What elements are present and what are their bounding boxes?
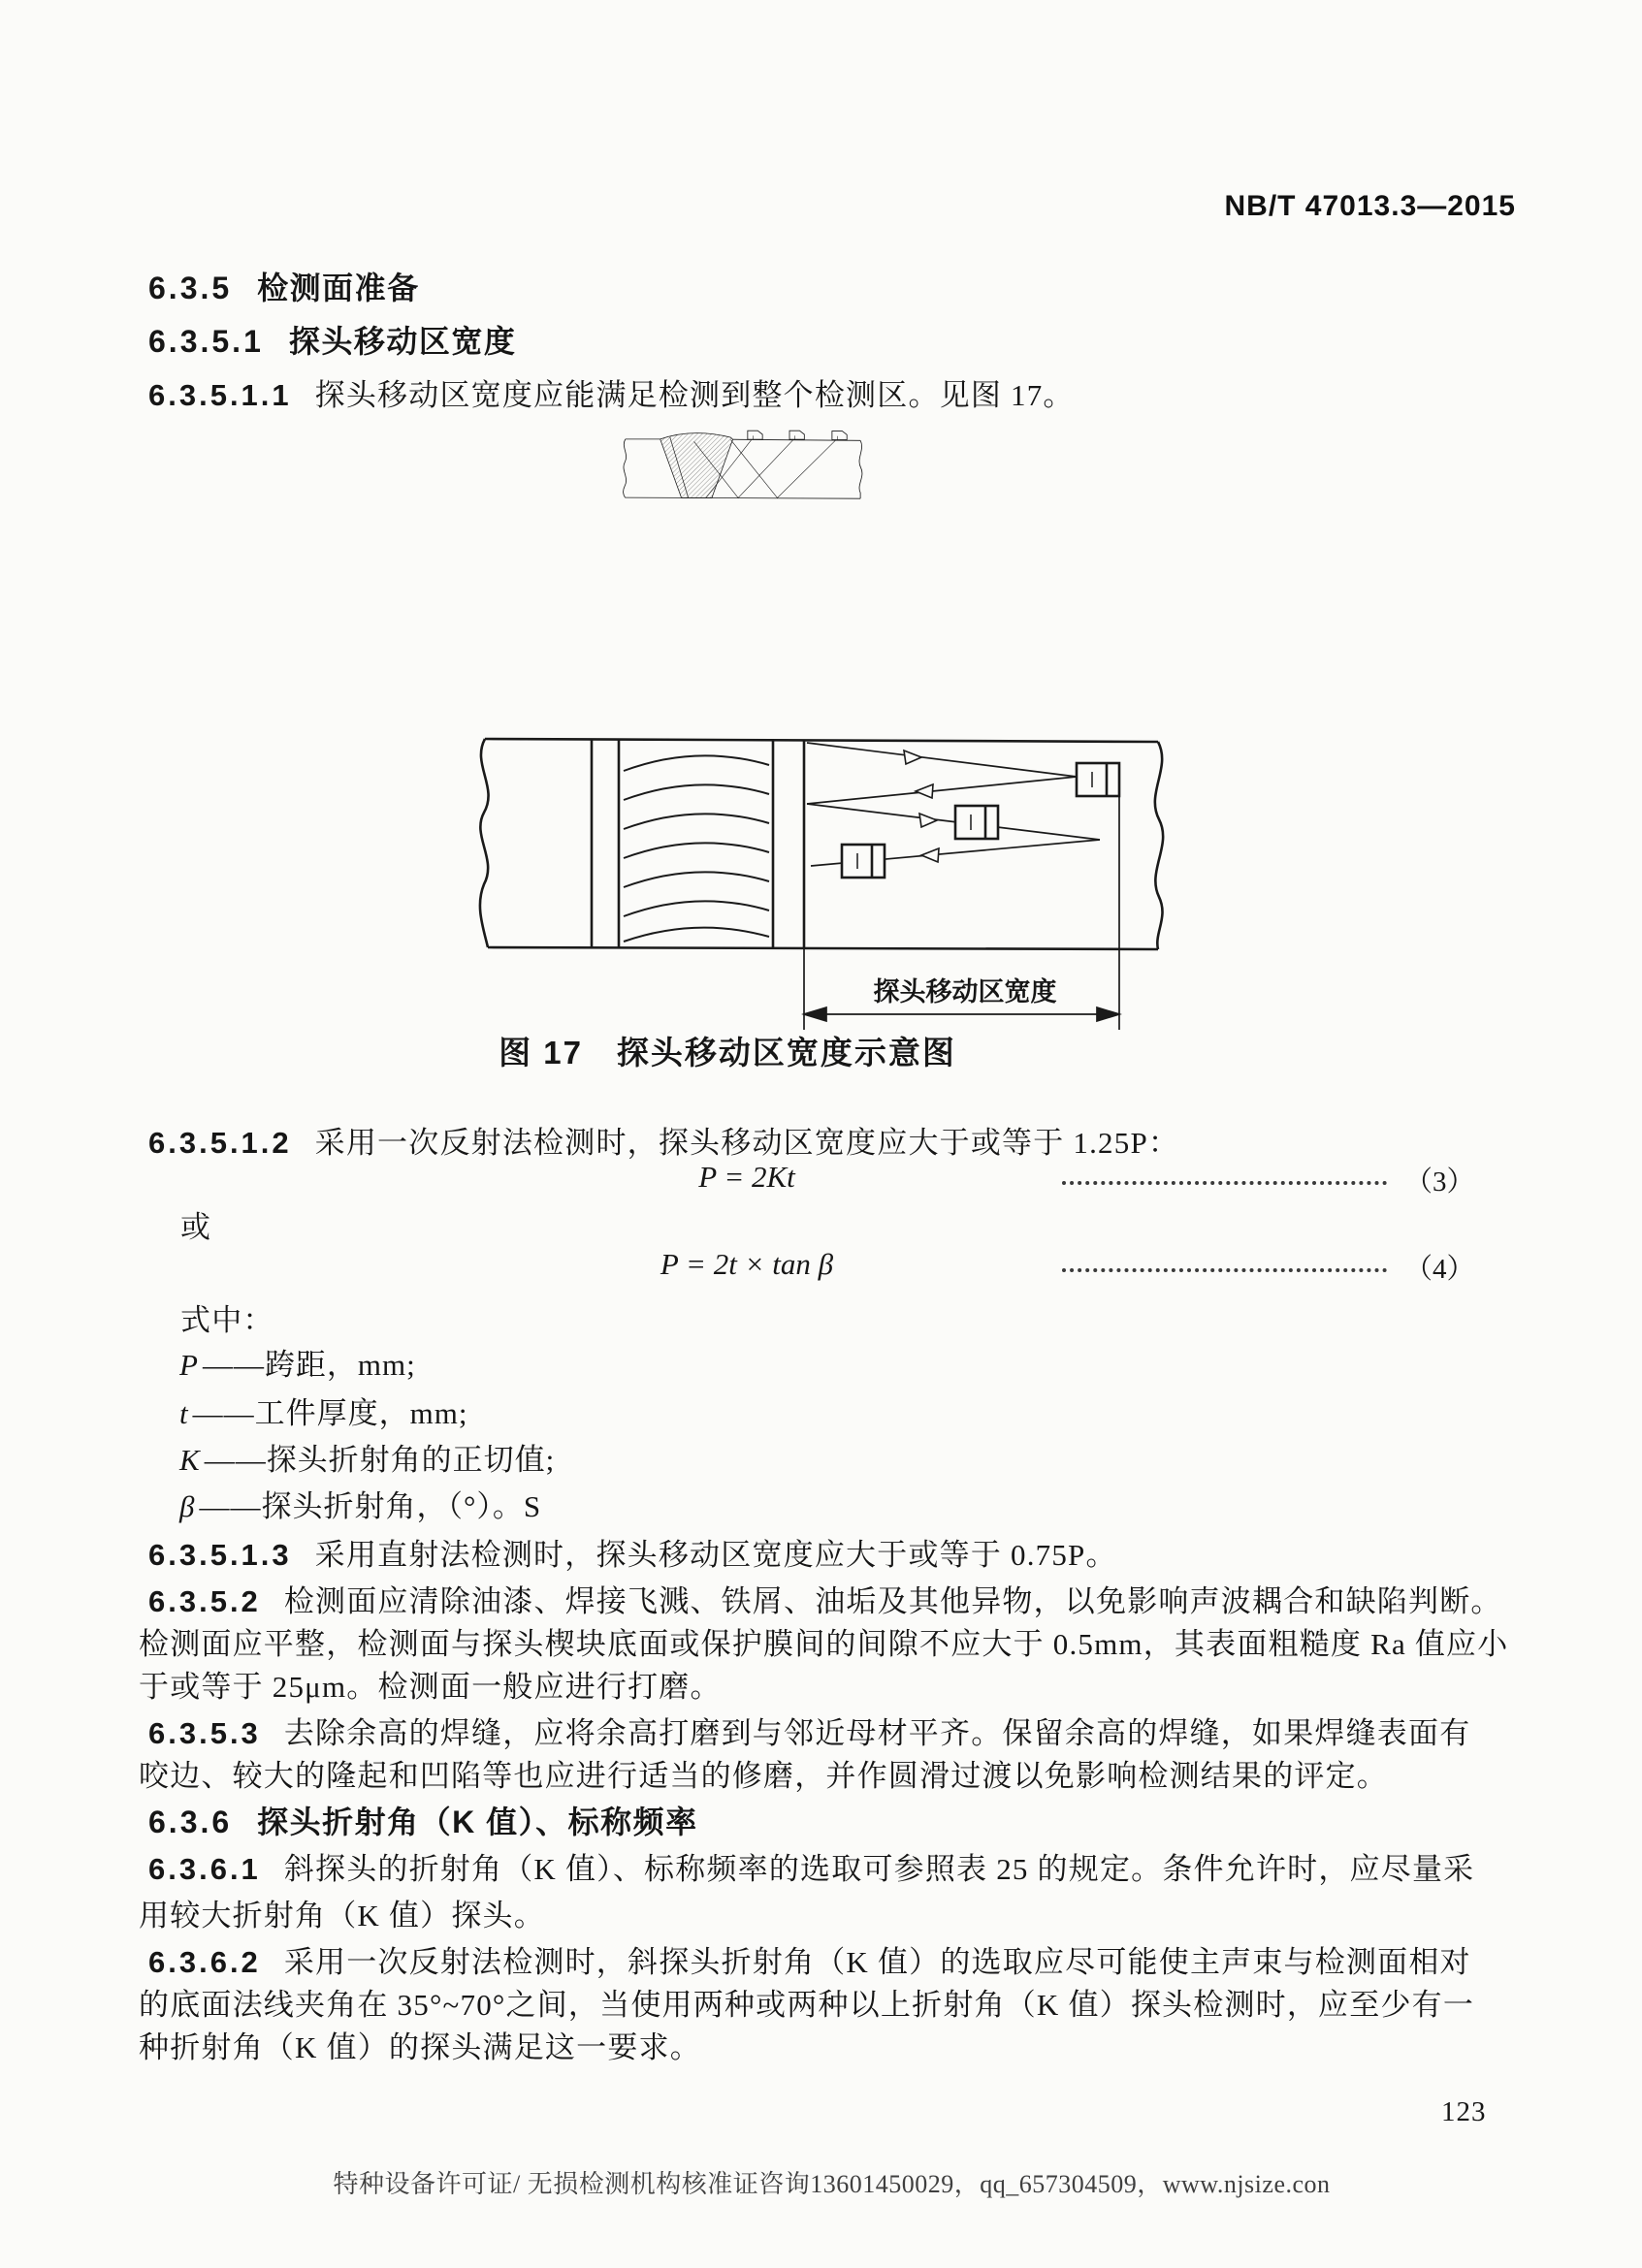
variable-desc: ——探头折射角的正切值; [204,1443,556,1477]
variable-desc: ——跨距，mm; [202,1348,416,1382]
paragraph-continuation: 于或等于 25μm。检测面一般应进行打磨。 [139,1670,722,1704]
plate-right-wavy-edge [859,440,862,498]
beam-path [807,743,1077,777]
clause-number: 6.3.6.2 [148,1945,261,1979]
beam-arrowheads [904,751,939,862]
clause-number: 6.3.6.1 [148,1852,261,1886]
section-title: 检测面准备 [257,271,420,305]
arrowhead-left [921,848,939,862]
section-heading-6-3-5 [148,264,420,308]
weld-seam-hatched [660,433,733,498]
dimension-label: 探头移动区宽度 [873,977,1057,1006]
paragraph-continuation: 的底面法线夹角在 35°~70°之间，当使用两种或两种以上折射角（K 值）探头检测时，应至少有一 [139,1988,1475,2022]
paragraph-continuation: 咬边、较大的隆起和凹陷等也应进行适当的修磨，并作圆滑过渡以免影响检测结果的评定。 [139,1759,1388,1793]
figure17-cross-section-diagram [446,427,1193,655]
variable-definition-P [179,1340,416,1384]
or-label: 或 [180,1210,212,1244]
section-number: 6.3.6 [148,1805,233,1839]
arrowhead-left [916,784,933,798]
variable-symbol: K [179,1443,201,1477]
formula-expression: P = 2t × tan β [660,1247,834,1281]
paragraph-6-3-5-3 [148,1709,1470,1752]
variable-symbol: P [179,1348,199,1382]
angle-probe-icon [832,431,847,440]
plate-bottom-surface [625,497,860,498]
paragraph-continuation: 检测面应平整，检测面与探头楔块底面或保护膜间的间隙不应大于 0.5mm，其表面粗糙度 Ra 值应小 [139,1627,1509,1661]
paragraph-continuation: 用较大折射角（K 值）探头。 [139,1899,545,1933]
clause-number: 6.3.5.1.2 [148,1126,292,1160]
angle-probe-icons [748,431,847,439]
probe-icon [955,806,998,839]
paragraph-6-3-6-2 [148,1937,1471,1981]
arrowhead-right [919,814,937,827]
clause-text: 去除余高的焊缝，应将余高打磨到与邻近母材平齐。保留余高的焊缝，如果焊缝表面有 [283,1716,1471,1750]
standard-number: NB/T 47013.3—2015 [1224,190,1516,222]
dotted-leader [1062,1268,1387,1272]
weld-bead-ripples [624,755,769,942]
formula-expression: P = 2Kt [698,1160,795,1194]
section-number: 6.3.5.1 [148,324,264,359]
probe-icon [842,845,885,878]
clause-text: 探头移动区宽度应能满足检测到整个检测区。见图 17。 [314,378,1075,412]
formula-number: （4） [1404,1254,1475,1285]
formula-4-row [0,1247,1642,1292]
plate-bottom-edge [488,947,1158,949]
figure-caption: 图 17 探头移动区宽度示意图 [499,1035,956,1070]
variable-desc: ——工件厚度，mm; [192,1396,468,1430]
paragraph-6-3-5-1-1 [148,370,1075,414]
variable-definition-K [179,1435,555,1479]
variable-symbol: β [179,1489,196,1523]
footer-service-line: 特种设备许可证/ 无损检测机构核准证咨询13601450029，qq_657304509，www.njsize.con [333,2170,1331,2198]
clause-number: 6.3.5.1.3 [148,1538,292,1572]
clause-text: 检测面应清除油漆、焊接飞溅、铁屑、油垢及其他异物，以免影响声波耦合和缺陷判断。 [283,1584,1502,1618]
section-number: 6.3.5 [148,271,233,305]
angle-probe-icon [789,431,804,439]
paragraph-6-3-6-1 [148,1844,1474,1888]
plate-left-wavy-edge [480,739,489,947]
clause-text: 斜探头的折射角（K 值）、标称频率的选取可参照表 25 的规定。条件允许时，应尽量采 [283,1852,1475,1886]
paragraph-6-3-5-1-2 [148,1118,1179,1162]
paragraph-6-3-5-2 [148,1577,1502,1620]
clause-text: 采用直射法检测时，探头移动区宽度应大于或等于 0.75P。 [314,1538,1117,1572]
section-heading-6-3-5-1 [148,317,516,362]
clause-text: 采用一次反射法检测时，斜探头折射角（K 值）的选取应尽可能使主声束与检测面相对 [283,1945,1471,1979]
section-title: 探头折射角（K 值）、标称频率 [257,1805,698,1839]
paragraph-continuation: 种折射角（K 值）的探头满足这一要求。 [139,2030,701,2064]
section-title: 探头移动区宽度 [288,324,517,359]
figure17-plan-view-diagram [446,679,1193,1039]
variable-definition-beta [179,1482,541,1525]
clause-number: 6.3.5.3 [148,1716,261,1750]
paragraph-6-3-5-1-3 [148,1530,1117,1574]
probe-icons [842,763,1119,878]
arrowhead-right [904,751,921,764]
probe-icon [1077,763,1119,796]
angle-probe-icon [748,431,762,439]
variable-symbol: t [179,1396,189,1430]
clause-number: 6.3.5.2 [148,1584,261,1618]
page-number: 123 [1441,2096,1487,2127]
plate-left-wavy-edge [624,439,627,497]
plate-right-wavy-edge [1155,742,1163,949]
beam-path [807,777,1077,804]
plate-top-edge [485,739,1158,742]
beam-path [807,804,1100,840]
clause-number: 6.3.5.1.1 [148,378,292,412]
variable-definition-t [179,1389,467,1432]
section-heading-6-3-6 [148,1798,698,1842]
formula-3-row [0,1160,1642,1204]
dimension-arrow [1097,1007,1119,1021]
where-label: 式中： [180,1303,274,1337]
formula-number: （3） [1404,1166,1475,1198]
clause-text: 采用一次反射法检测时，探头移动区宽度应大于或等于 1.25P： [314,1126,1180,1160]
variable-desc: ——探头折射角，（°）。S [199,1489,542,1523]
dotted-leader [1062,1181,1387,1185]
dimension-arrow [804,1007,826,1021]
